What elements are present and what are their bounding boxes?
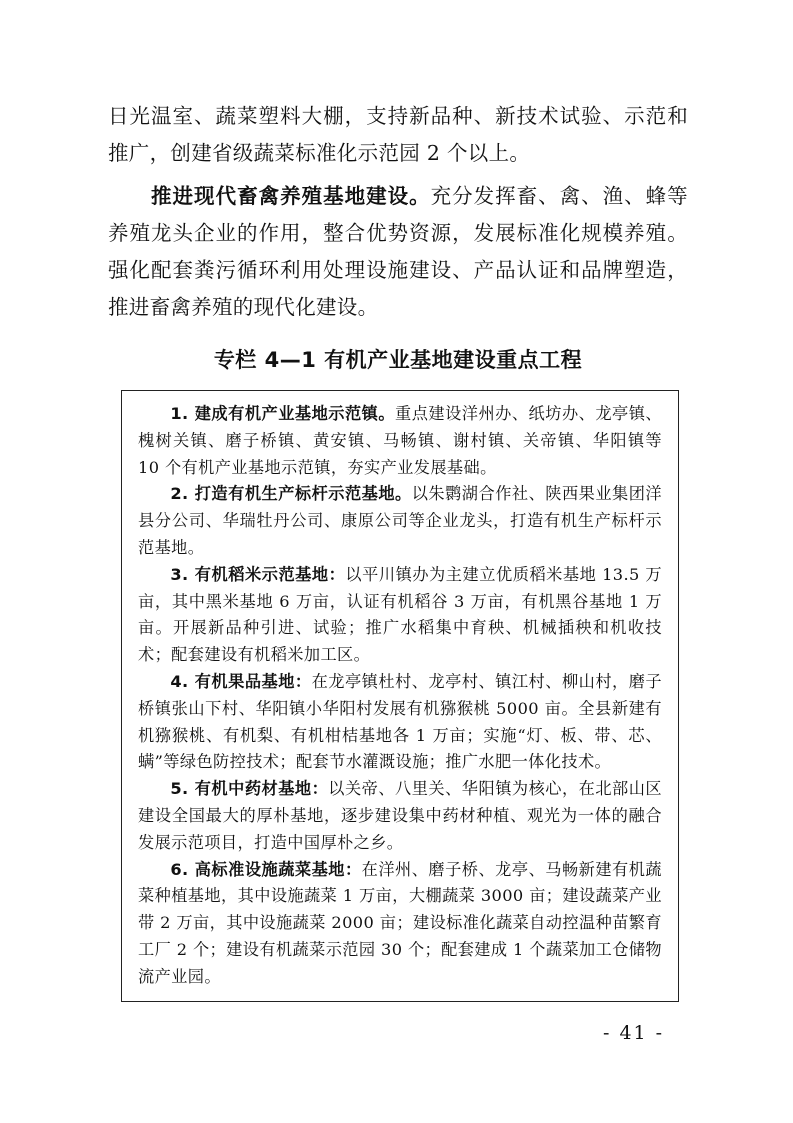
box-item bbox=[138, 857, 662, 991]
item-body: 在龙亭镇杜村、龙亭村、镇江村、柳山村，磨子桥镇张山下村、华阳镇小华阳村发展有机猕猴桃 5000 亩。全县新建有机猕猴桃、有机梨、有机柑桔基地各 1 万亩；实施“灯、板、带、芯、螨”等绿色防控技术；配套节水灌溉设施；推广水肥一体化技术。 bbox=[138, 671, 662, 772]
item-body: 在洋州、磨子桥、龙亭、马畅新建有机蔬菜种植基地，其中设施蔬菜 1 万亩，大棚蔬菜 3000 亩；建设蔬菜产业带 2 万亩，其中设施蔬菜 2000 亩；建设标准化蔬菜自动控温种苗繁育工厂 2 个；建设有机蔬菜示范园 30 个；配套建成 1 个蔬菜加工仓储物流产业园。 bbox=[138, 859, 662, 986]
item-heading: 4. 有机果品基地： bbox=[170, 671, 312, 691]
item-body: 重点建设洋州办、纸坊办、龙亭镇、槐树关镇、磨子桥镇、黄安镇、马畅镇、谢村镇、关帝镇、华阳镇等 10 个有机产业基地示范镇，夯实产业发展基础。 bbox=[138, 404, 662, 477]
item-body: 以关帝、八里关、华阳镇为核心，在北部山区建设全国最大的厚朴基地，逐步建设集中药材种植、观光为一体的融合发展示范项目，打造中国厚朴之乡。 bbox=[138, 779, 663, 852]
box-item bbox=[138, 401, 662, 481]
item-heading: 3. 有机稻米示范基地： bbox=[170, 564, 346, 584]
item-heading: 2. 打造有机生产标杆示范基地。 bbox=[170, 484, 412, 504]
feature-box bbox=[121, 390, 679, 1002]
box-item bbox=[138, 669, 662, 776]
box-item bbox=[138, 562, 662, 669]
item-heading: 6. 高标准设施蔬菜基地： bbox=[170, 859, 362, 879]
box-item bbox=[138, 481, 662, 561]
item-body: 以朱鹮湖合作社、陕西果业集团洋县分公司、华瑞牡丹公司、康原公司等企业龙头，打造有机生产标杆示范基地。 bbox=[138, 484, 662, 557]
page-number: - 41 - bbox=[603, 1022, 665, 1044]
paragraph-continuation: 日光温室、蔬菜塑料大棚，支持新品种、新技术试验、示范和推广，创建省级蔬菜标准化示范园 2 个以上。 bbox=[108, 104, 688, 165]
item-body: 以平川镇办为主建立优质稻米基地 13.5 万亩，其中黑米基地 6 万亩，认证有机稻谷 3 万亩，有机黑谷基地 1 万亩。开展新品种引进、试验；推广水稻集中育秧、机械插秧和机收技术；配套建设有机稻米加工区。 bbox=[138, 564, 662, 665]
box-title: 专栏 4—1 有机产业基地建设重点工程 bbox=[213, 348, 583, 372]
item-heading: 5. 有机中药材基地： bbox=[170, 779, 329, 799]
paragraph-heading: 推进现代畜禽养殖基地建设。 bbox=[151, 184, 431, 208]
paragraph-livestock bbox=[108, 178, 688, 326]
paragraph-body: 充分发挥畜、禽、渔、蜂等养殖龙头企业的作用，整合优势资源，发展标准化规模养殖。强化配套粪污循环利用处理设施建设、产品认证和品牌塑造，推进畜禽养殖的现代化建设。 bbox=[108, 184, 688, 319]
box-items bbox=[138, 401, 662, 991]
item-heading: 1. 建成有机产业基地示范镇。 bbox=[170, 404, 396, 423]
box-item bbox=[138, 776, 662, 856]
